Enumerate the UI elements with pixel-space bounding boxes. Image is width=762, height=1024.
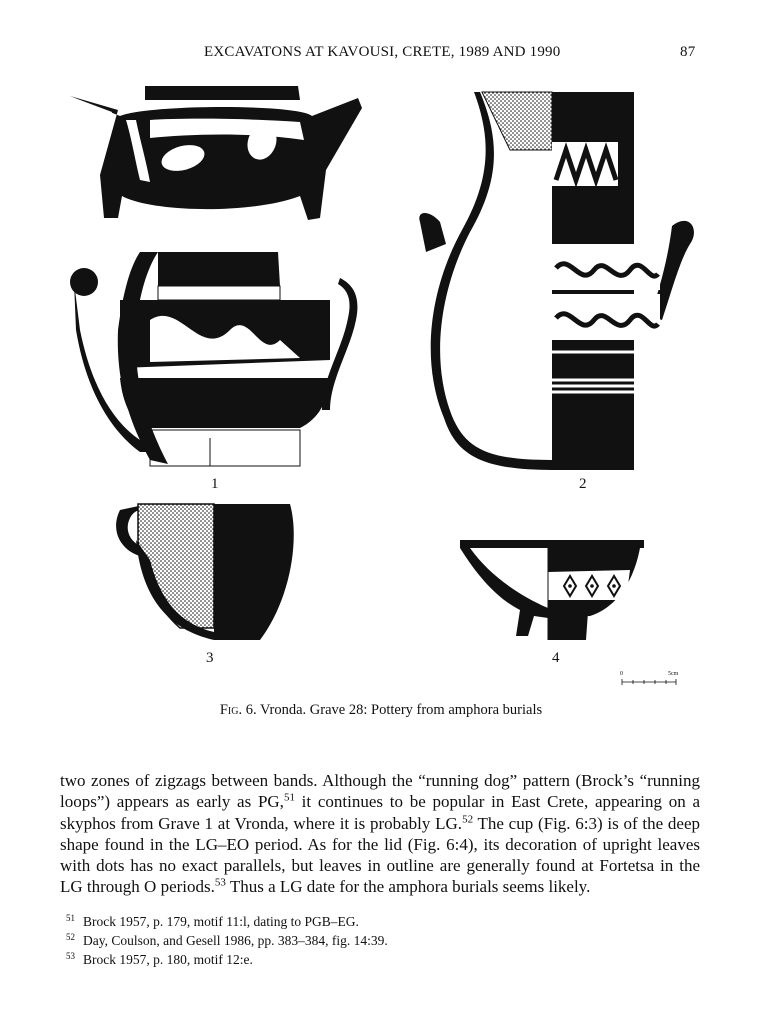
figure-label-3: 3 bbox=[206, 650, 214, 666]
footnote-text: Brock 1957, p. 180, motif 12:e. bbox=[83, 952, 253, 967]
footnotes bbox=[66, 912, 706, 969]
footnote-ref-52[interactable]: 52 bbox=[462, 812, 474, 825]
footnote-53 bbox=[66, 950, 706, 969]
vessel-4-lid bbox=[460, 540, 644, 640]
footnote-52 bbox=[66, 931, 706, 950]
vessel-2-tall-amphora bbox=[419, 92, 694, 470]
body-text-3: The cup (Fig. 6:3) is of the deep shape found in the LG–EO period. As for the lid (Fig. 6:4), its decoration of upright leaves with dots has no exact parallels, but leaves in outline are generally found at Fortetsa in the LG through O periods. bbox=[60, 813, 700, 897]
figure-label-4: 4 bbox=[552, 650, 560, 666]
vessel-3-cup bbox=[116, 504, 294, 640]
scale-start-label: 0 bbox=[620, 671, 623, 677]
footnote-ref-51[interactable]: 51 bbox=[283, 791, 295, 804]
running-title: EXCAVATONS AT KAVOUSI, CRETE, 1989 AND 1990 bbox=[204, 44, 561, 60]
footnote-ref-53[interactable]: 53 bbox=[214, 876, 226, 889]
vessel-1-amphora-body bbox=[70, 252, 357, 466]
scale-end-label: 5cm bbox=[668, 671, 679, 677]
caption-text: Vronda. Grave 28: Pottery from amphora burials bbox=[256, 702, 543, 718]
page-number: 87 bbox=[680, 44, 696, 60]
footnote-number: 52 bbox=[66, 931, 75, 942]
body-text-1: two zones of zigzags between bands. Although the “running dog” pattern (Brock’s “running loops”) appears as early as PG, bbox=[60, 771, 700, 812]
caption-prefix: Fig. 6. bbox=[219, 702, 257, 718]
footnote-51 bbox=[66, 912, 706, 931]
body-text-4: Thus a LG date for the amphora burials seems likely. bbox=[225, 877, 591, 897]
vessel-1-neck-fragment bbox=[70, 86, 362, 220]
scale-bar bbox=[622, 679, 676, 685]
body-paragraph bbox=[60, 770, 700, 898]
figure-label-2: 2 bbox=[579, 476, 587, 492]
footnote-number: 51 bbox=[66, 912, 75, 923]
figure-caption bbox=[0, 702, 762, 719]
footnote-text: Brock 1957, p. 179, motif 11:l, dating to PGB–EG. bbox=[83, 914, 359, 929]
footnote-text: Day, Coulson, and Gesell 1986, pp. 383–384, fig. 14:39. bbox=[83, 933, 388, 948]
figure-label-1: 1 bbox=[211, 476, 219, 492]
footnote-number: 53 bbox=[66, 950, 75, 961]
body-text-2: it continues to be popular in East Crete, appearing on a skyphos from Grave 1 at Vronda, where it is probably LG. bbox=[60, 792, 700, 833]
